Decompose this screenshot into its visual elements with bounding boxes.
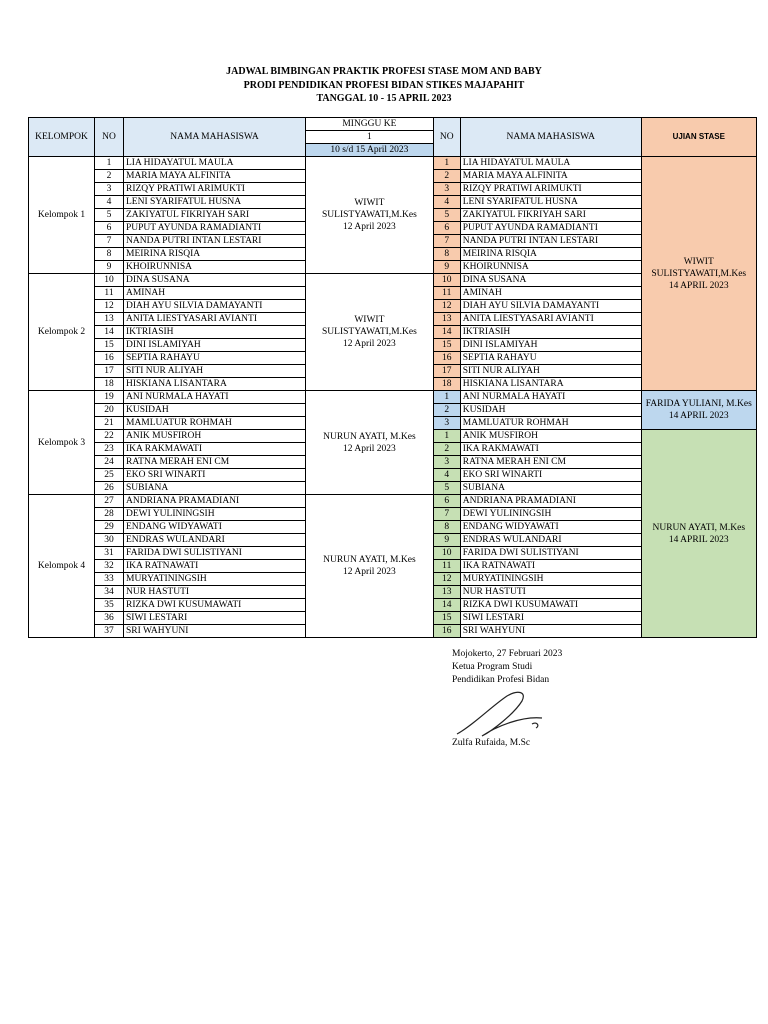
student-no-2: 5 [433,482,460,495]
student-name: SITI NUR ALIYAH [124,365,306,378]
header-nama-2: NAMA MAHASISWA [460,118,641,157]
header-kelompok: KELOMPOK [29,118,95,157]
student-name-2: SIWI LESTARI [460,612,641,625]
ujian-examiner-name: FARIDA YULIANI, M.Kes [645,399,752,409]
student-no: 23 [95,443,124,456]
student-no-2: 6 [433,495,460,508]
student-name-2: SEPTIA RAHAYU [460,352,641,365]
student-name: IKA RATNAWATI [124,560,306,573]
student-no: 32 [95,560,124,573]
student-name-2: NUR HASTUTI [460,586,641,599]
student-name-2: EKO SRI WINARTI [460,469,641,482]
student-no: 13 [95,313,124,326]
student-name-2: ENDRAS WULANDARI [460,534,641,547]
student-no-2: 11 [433,287,460,300]
student-no-2: 4 [433,469,460,482]
student-no: 17 [95,365,124,378]
kelompok-label: Kelompok 2 [29,274,95,391]
student-no: 26 [95,482,124,495]
student-name-2: ANDRIANA PRAMADIANI [460,495,641,508]
student-no-2: 13 [433,313,460,326]
student-name-2: DIAH AYU SILVIA DAMAYANTI [460,300,641,313]
pembimbing-name: NURUN AYATI, M.Kes [323,555,416,565]
student-name: FARIDA DWI SULISTIYANI [124,547,306,560]
student-no: 20 [95,404,124,417]
student-name: ANIK MUSFIROH [124,430,306,443]
student-name: SRI WAHYUNI [124,625,306,638]
student-no: 15 [95,339,124,352]
student-name-2: IKA RATNAWATI [460,560,641,573]
student-no-2: 2 [433,170,460,183]
student-no: 29 [95,521,124,534]
student-name: IKTRIASIH [124,326,306,339]
student-name: MURYATININGSIH [124,573,306,586]
student-name-2: PUPUT AYUNDA RAMADIANTI [460,222,641,235]
pembimbing-cell [306,495,434,638]
student-no-2: 16 [433,352,460,365]
student-name-2: IKTRIASIH [460,326,641,339]
student-no: 6 [95,222,124,235]
student-no: 35 [95,599,124,612]
student-name-2: ZAKIYATUL FIKRIYAH SARI [460,209,641,222]
student-name: RIZKA DWI KUSUMAWATI [124,599,306,612]
signature-line-2: Pendidikan Profesi Bidan [452,675,550,685]
student-no-2: 18 [433,378,460,391]
student-no: 14 [95,326,124,339]
student-name: IKA RAKMAWATI [124,443,306,456]
student-no-2: 12 [433,573,460,586]
student-no: 11 [95,287,124,300]
pembimbing-date: 12 April 2023 [342,222,396,232]
student-name-2: SITI NUR ALIYAH [460,365,641,378]
header-no: NO [95,118,124,157]
student-no-2: 12 [433,300,460,313]
student-no-2: 16 [433,625,460,638]
pembimbing-name: NURUN AYATI, M.Kes [323,431,416,442]
student-name: KUSIDAH [124,404,306,417]
student-no: 1 [95,157,124,170]
header-minggu-no: 1 [306,131,434,144]
pembimbing-name: WIWIT SULISTYAWATI,M.Kes [322,198,417,220]
header-ujian: UJIAN STASE [641,118,756,157]
ujian-date: 14 APRIL 2023 [668,411,729,421]
pembimbing-cell [306,157,434,274]
student-no: 22 [95,430,124,443]
student-name: RATNA MERAH ENI CM [124,456,306,469]
student-no: 12 [95,300,124,313]
student-no-2: 7 [433,508,460,521]
student-no-2: 2 [433,404,460,417]
student-no: 10 [95,274,124,287]
student-no-2: 8 [433,521,460,534]
student-name-2: LIA HIDAYATUL MAULA [460,157,641,170]
student-name-2: SRI WAHYUNI [460,625,641,638]
ujian-examiner-name: WIWIT SULISTYAWATI,M.Kes [651,256,747,279]
pembimbing-date: 12 April 2023 [342,567,396,577]
student-no-2: 3 [433,456,460,469]
student-name-2: DEWI YULININGSIH [460,508,641,521]
student-no-2: 8 [433,248,460,261]
student-name: SUBIANA [124,482,306,495]
student-name: EKO SRI WINARTI [124,469,306,482]
student-name-2: MURYATININGSIH [460,573,641,586]
student-name: ANITA LIESTYASARI AVIANTI [124,313,306,326]
pembimbing-cell [306,391,434,495]
student-no: 16 [95,352,124,365]
student-name-2: KUSIDAH [460,404,641,417]
title-line-3: TANGGAL 10 - 15 APRIL 2023 [316,93,452,104]
student-name: NUR HASTUTI [124,586,306,599]
student-no: 3 [95,183,124,196]
student-name-2: ENDANG WIDYAWATI [460,521,641,534]
ujian-examiner-cell [641,157,756,391]
student-no-2: 2 [433,443,460,456]
student-name: ENDANG WIDYAWATI [124,521,306,534]
student-name-2: AMINAH [460,287,641,300]
student-name-2: DINI ISLAMIYAH [460,339,641,352]
student-no-2: 9 [433,534,460,547]
pembimbing-name: WIWIT SULISTYAWATI,M.Kes [322,315,417,337]
student-no: 31 [95,547,124,560]
student-name-2: ANIK MUSFIROH [460,430,641,443]
student-no: 5 [95,209,124,222]
student-no-2: 14 [433,599,460,612]
student-name-2: FARIDA DWI SULISTIYANI [460,547,641,560]
pembimbing-date: 12 April 2023 [342,339,396,349]
schedule-table [28,117,757,638]
student-no: 25 [95,469,124,482]
student-name: AMINAH [124,287,306,300]
student-name: DINA SUSANA [124,274,306,287]
student-no-2: 1 [433,391,460,404]
ujian-examiner-name: NURUN AYATI, M.Kes [652,522,746,533]
student-no-2: 15 [433,339,460,352]
student-no: 19 [95,391,124,404]
student-no: 30 [95,534,124,547]
student-name-2: SUBIANA [460,482,641,495]
student-no: 9 [95,261,124,274]
student-no: 4 [95,196,124,209]
student-no-2: 14 [433,326,460,339]
kelompok-label: Kelompok 4 [29,495,95,638]
student-name: MARIA MAYA ALFINITA [124,170,306,183]
pembimbing-cell [306,274,434,391]
student-name: LENI SYARIFATUL HUSNA [124,196,306,209]
student-no-2: 3 [433,417,460,430]
student-name-2: HISKIANA LISANTARA [460,378,641,391]
student-no-2: 1 [433,430,460,443]
student-no-2: 13 [433,586,460,599]
student-name-2: MARIA MAYA ALFINITA [460,170,641,183]
student-name: ANI NURMALA HAYATI [124,391,306,404]
student-name-2: KHOIRUNNISA [460,261,641,274]
ujian-examiner-cell [641,391,756,430]
student-name-2: RIZKA DWI KUSUMAWATI [460,599,641,612]
student-name: NANDA PUTRI INTAN LESTARI [124,235,306,248]
student-no-2: 3 [433,183,460,196]
student-name: DIAH AYU SILVIA DAMAYANTI [124,300,306,313]
student-name-2: ANITA LIESTYASARI AVIANTI [460,313,641,326]
student-no: 28 [95,508,124,521]
student-name-2: LENI SYARIFATUL HUSNA [460,196,641,209]
student-name: DEWI YULININGSIH [124,508,306,521]
student-name-2: NANDA PUTRI INTAN LESTARI [460,235,641,248]
student-name: PUPUT AYUNDA RAMADIANTI [124,222,306,235]
student-name: HISKIANA LISANTARA [124,378,306,391]
student-no-2: 10 [433,547,460,560]
handwritten-signature [452,686,562,741]
student-no: 8 [95,248,124,261]
ujian-date: 14 APRIL 2023 [668,534,729,545]
student-no-2: 5 [433,209,460,222]
student-name: SIWI LESTARI [124,612,306,625]
student-no-2: 17 [433,365,460,378]
student-name: SEPTIA RAHAYU [124,352,306,365]
title-line-2: PRODI PENDIDIKAN PROFESI BIDAN STIKES MAJAPAHIT [243,80,525,91]
signature-place-date: Mojokerto, 27 Februari 2023 [452,649,563,659]
student-name-2: DINA SUSANA [460,274,641,287]
student-no-2: 1 [433,157,460,170]
table-row [29,391,757,404]
signature-name: Zulfa Rufaida, M.Sc [452,738,531,748]
student-no-2: 15 [433,612,460,625]
ujian-examiner-cell [641,430,756,638]
signature-line-1: Ketua Program Studi [452,662,533,672]
pembimbing-date: 12 April 2023 [342,443,396,454]
ujian-date: 14 APRIL 2023 [668,280,729,291]
student-no: 36 [95,612,124,625]
kelompok-label: Kelompok 1 [29,157,95,274]
student-no: 33 [95,573,124,586]
student-name-2: IKA RAKMAWATI [460,443,641,456]
table-row [29,157,757,170]
student-name: ANDRIANA PRAMADIANI [124,495,306,508]
student-name: DINI ISLAMIYAH [124,339,306,352]
header-minggu-range: 10 s/d 15 April 2023 [306,144,434,157]
student-no: 21 [95,417,124,430]
student-no: 2 [95,170,124,183]
student-name: ZAKIYATUL FIKRIYAH SARI [124,209,306,222]
student-name: ENDRAS WULANDARI [124,534,306,547]
student-no-2: 6 [433,222,460,235]
student-no: 24 [95,456,124,469]
student-name: LIA HIDAYATUL MAULA [124,157,306,170]
student-no-2: 9 [433,261,460,274]
student-name: KHOIRUNNISA [124,261,306,274]
student-no: 37 [95,625,124,638]
student-name-2: MEIRINA RISQIA [460,248,641,261]
student-no-2: 11 [433,560,460,573]
student-no: 34 [95,586,124,599]
student-no: 7 [95,235,124,248]
student-name: MEIRINA RISQIA [124,248,306,261]
student-no: 18 [95,378,124,391]
student-name: RIZQY PRATIWI ARIMUKTI [124,183,306,196]
kelompok-label: Kelompok 3 [29,391,95,495]
student-name-2: ANI NURMALA HAYATI [460,391,641,404]
student-name-2: RATNA MERAH ENI CM [460,456,641,469]
student-no-2: 10 [433,274,460,287]
student-no-2: 7 [433,235,460,248]
student-no-2: 4 [433,196,460,209]
student-name: MAMLUATUR ROHMAH [124,417,306,430]
header-minggu: MINGGU KE [306,118,434,131]
student-no: 27 [95,495,124,508]
student-name-2: RIZQY PRATIWI ARIMUKTI [460,183,641,196]
student-name-2: MAMLUATUR ROHMAH [460,417,641,430]
title-line-1: JADWAL BIMBINGAN PRAKTIK PROFESI STASE MOM AND BABY [226,66,542,77]
header-nama: NAMA MAHASISWA [124,118,306,157]
header-no-2: NO [433,118,460,157]
